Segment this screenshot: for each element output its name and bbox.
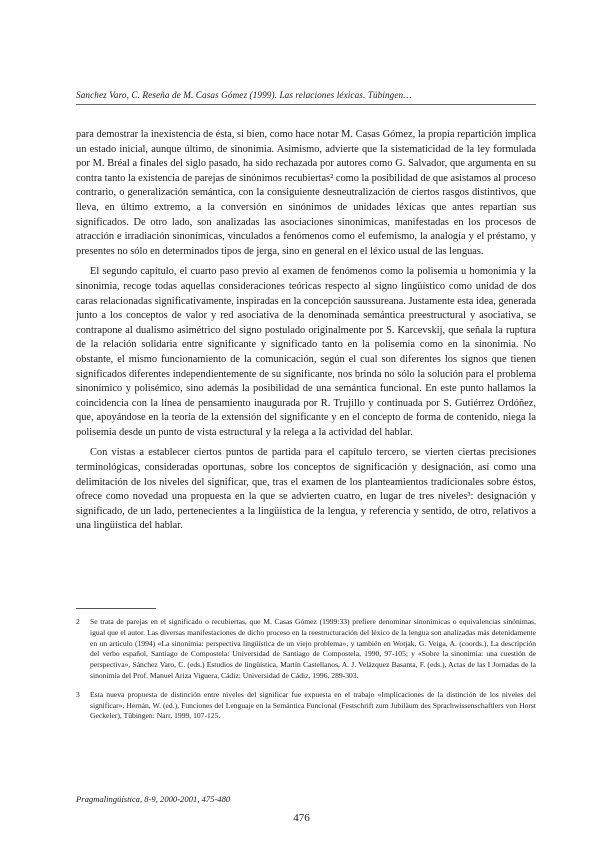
footnote — [76, 617, 536, 682]
footnote-text: Esta nueva propuesta de distinción entre niveles del significar fue expuesta en el trabajo «Implicaciones de la distinción de los niveles del significar», Hernán, W. (ed.), Funciones del Lenguaje en la Semántica Funcional (Festschrift zum Jubiläum des Sprachwissenschaftlers von Horst Geckeler), Tübingen: Narr, 1999, 107-125. — [90, 689, 536, 721]
footnote-number: 2 — [76, 617, 80, 626]
footnote-number: 3 — [76, 689, 80, 699]
footnotes — [76, 608, 536, 730]
body-text — [76, 128, 536, 540]
footnote — [76, 690, 536, 722]
paragraph: para demostrar la inexistencia de ésta, si bien, como hace notar M. Casas Gómez, la propia repartición implica un estado inicial, aunque último, de sinonimia. Asimismo, advierte que la sistematicidad de la ley formulada por M. Bréal a finales del siglo pasado, ha sido rechazada por autores como G. Salvador, que argumenta en su contra tanto la existencia de parejas de sinónimos recubiertas² como la posibilidad de que asistamos al proceso contrario, o generalización semántica, con la consiguiente desneutralización de ciertos rasgos distintivos, que lleva, en último extremo, a la conversión en sinónimos de unidades léxicas que antes repartían sus significados. De otro lado, son analizadas las asociaciones sinonímicas, manifestadas en los procesos de atracción e irradiación sinonímicas, vinculados a fenómenos como el eufemismo, la analogía y el préstamo, y presentes no sólo en determinados tipos de jerga, sino en general en el léxico usual de las lenguas. — [76, 129, 536, 257]
page-number: 476 — [293, 812, 310, 824]
footnote-text: Se trata de parejas en el significado o recubiertas, que M. Casas Gómez (1999:33) prefiere denominar sinonímicas o equivalencias sinónimas, igual que el autor. Las diversas manifestaciones de dicho proceso en la reestructuración del léxico de la lengua son analizadas más detenidamente en un artículo (1994) «La sinonimia: perspectiva lingüística de un viejo problema», y también en Wotjak, G. Veiga, A. (coords.), La descripción del verbo español, Santiago de Compostela: Universidad de Santiago de Compostela, 1990, 97-105; y «Sobre la sinonimia: una cuestión de perspectiva», Sánchez Varo, C. (eds.) Estudios de lingüística, Martín Castellanos, A. J. Velázquez Basanta, F. (eds.), Actas de las I Jornadas de la sinonimia del Prof. Manuel Ariza Viguera, Cádiz: Universidad de Cádiz, 1996, 289-303. — [90, 617, 536, 680]
header-rule — [76, 104, 536, 105]
journal-footer: Pragmalingüística, 8-9, 2000-2001, 475-480 — [76, 794, 231, 804]
running-header: Sanchez Varo, C. Reseña de M. Casas Gómez (1999). Las relaciones léxicas. Tübingen… — [76, 90, 412, 100]
paragraph: Con vistas a establecer ciertos puntos de partida para el capítulo tercero, se vierten ciertas precisiones terminológicas, consideradas oportunas, sobre los conceptos de significación y designación, así como una delimitación de los niveles del significar, que, tras el examen de los planteamientos tradicionales sobre éstos, ofrece como novedad una propuesta en la que se advierten cuatro, en lugar de tres niveles³: designación y significado, de un lado, pertenecientes a la lingüística de la lengua, y referencia y sentido, de otro, relativos a una lingüística del hablar. — [76, 447, 536, 532]
footnote-rule — [76, 608, 156, 609]
paragraph: El segundo capítulo, el cuarto paso previo al examen de fenómenos como la polisemia u homonimia y la sinonimia, recoge todas aquellas consideraciones teóricas respecto al signo lingüístico como unidad de dos caras relacionadas significativamente, inspiradas en la concepción saussureana. Justamente esta idea, generada junto a los conceptos de valor y red asociativa de la denominada semántica preestructural y asociativa, se contrapone al dualismo asimétrico del signo postulado originalmente por S. Karcevskij, que señala la ruptura de la relación solidaria entre significante y significado tanto en la polisemia como en la sinonimia. No obstante, el mismo funcionamiento de la comunicación, según el cual son diferentes los signos que tienen significados diferentes independientemente de su significante, nos brinda no sólo la solución para el problema sinonímico y polisémico, sino además la posibilidad de una semántica funcional. En este punto hallamos la coincidencia con la línea de pensamiento inaugurada por R. Trujillo y continuada por S. Gutiérrez Ordóñez, que, apoyándose en la teoría de la extensión del significante y en el concepto de forma de contenido, niega la polisemia desde un punto de vista estructural y la relega a la actividad del hablar. — [76, 266, 536, 438]
